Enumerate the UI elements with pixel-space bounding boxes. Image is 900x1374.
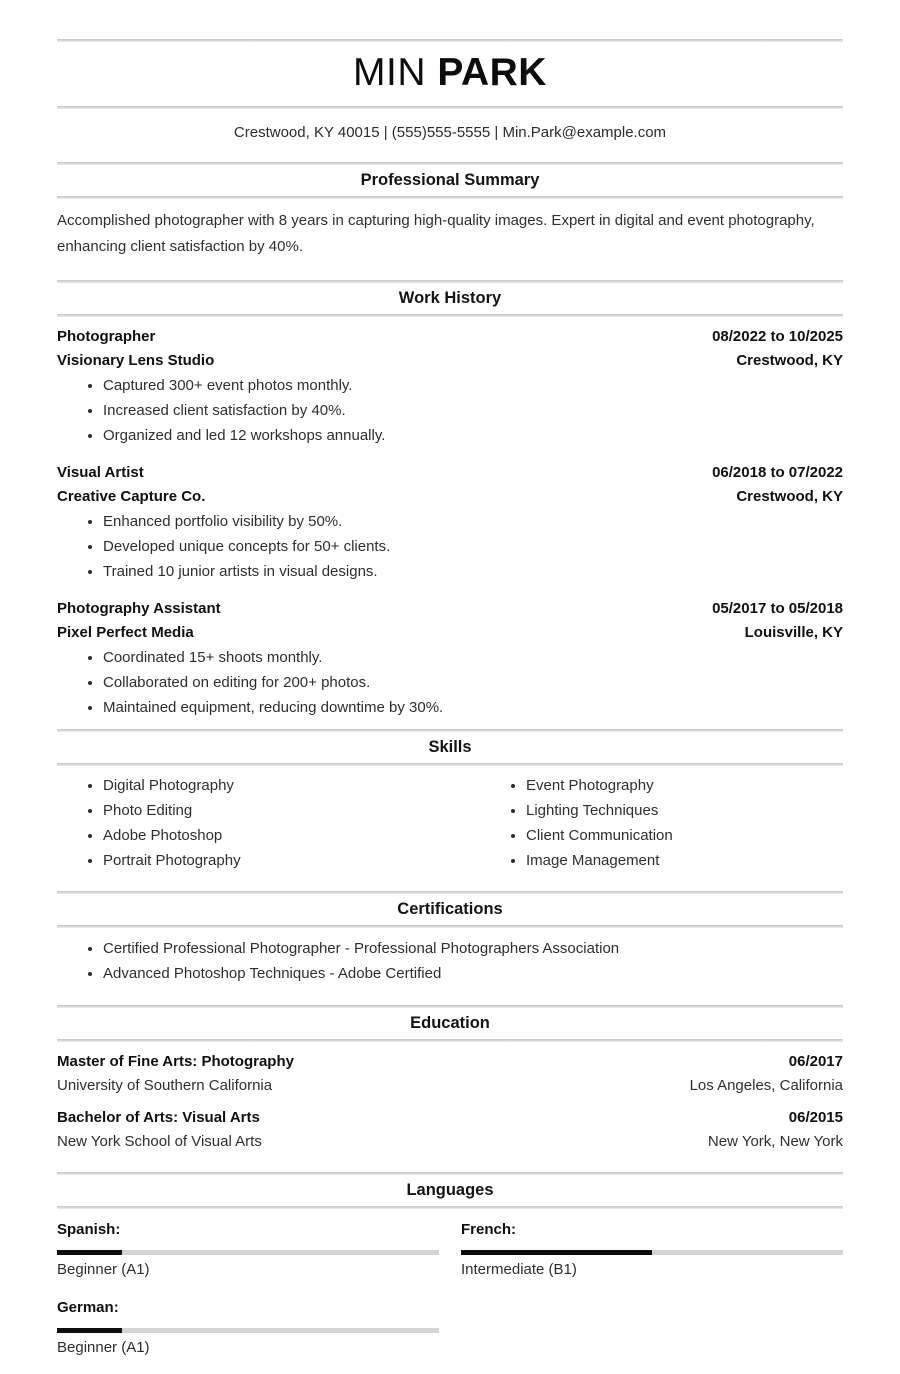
- skill-item: • Lighting Techniques: [526, 798, 843, 823]
- job-bullet: • Developed unique concepts for 50+ clients.: [103, 534, 843, 559]
- skill-item: • Digital Photography: [103, 773, 480, 798]
- job-entry: [57, 317, 843, 453]
- language-name: Spanish:: [57, 1220, 121, 1238]
- certification-list: [57, 928, 843, 1001]
- language-bar-track: [57, 1328, 439, 1333]
- section-title-education: Education: [410, 1013, 490, 1032]
- section-header-certifications: [57, 891, 843, 928]
- certification-item: • Certified Professional Photographer - Professional Photographers Association: [103, 936, 843, 961]
- job-bullet-list: [57, 509, 843, 584]
- last-name: PARK: [437, 51, 547, 94]
- education-school: University of Southern California: [57, 1076, 273, 1094]
- section-header-languages: [57, 1172, 843, 1209]
- skill-item: • Image Management: [526, 848, 843, 873]
- education-degree-row: [57, 1050, 843, 1074]
- language-entry: [461, 1218, 843, 1281]
- skill-item: • Portrait Photography: [103, 848, 480, 873]
- job-title-row: [57, 325, 843, 349]
- language-bar-fill: [57, 1328, 122, 1333]
- education-entries: [57, 1042, 843, 1168]
- section-title-work: Work History: [398, 288, 502, 307]
- language-bar-track: [57, 1250, 439, 1255]
- job-dates: 05/2017 to 05/2018: [712, 599, 843, 617]
- skills-columns: [57, 766, 843, 887]
- job-dates: 06/2018 to 07/2022: [712, 463, 843, 481]
- job-role: Photography Assistant: [57, 599, 221, 617]
- job-company: Pixel Perfect Media: [57, 623, 194, 641]
- skill-item: • Photo Editing: [103, 798, 480, 823]
- job-bullet: • Collaborated on editing for 200+ photos.: [103, 670, 843, 695]
- job-title-row: [57, 461, 843, 485]
- education-date: 06/2015: [788, 1108, 843, 1126]
- language-bar-track: [461, 1250, 843, 1255]
- education-entry: [57, 1098, 843, 1154]
- section-header-summary: [57, 162, 843, 199]
- job-bullet: • Coordinated 15+ shoots monthly.: [103, 645, 843, 670]
- job-bullet-list: [57, 373, 843, 448]
- education-school: New York School of Visual Arts: [57, 1132, 262, 1150]
- certification-item: • Advanced Photoshop Techniques - Adobe Certified: [103, 961, 843, 986]
- language-entry: [57, 1218, 439, 1281]
- section-header-work: [57, 280, 843, 317]
- language-bar-fill: [461, 1250, 652, 1255]
- job-role: Photographer: [57, 327, 156, 345]
- job-company: Creative Capture Co.: [57, 487, 206, 505]
- section-title-certifications: Certifications: [397, 899, 503, 918]
- language-level: Beginner (A1): [57, 1260, 150, 1278]
- job-bullet: • Captured 300+ event photos monthly.: [103, 373, 843, 398]
- job-entry: [57, 453, 843, 589]
- job-location: Crestwood, KY: [736, 487, 843, 505]
- education-school-row: [57, 1130, 843, 1154]
- education-entry: [57, 1042, 843, 1098]
- job-title-row: [57, 597, 843, 621]
- job-bullet: • Maintained equipment, reducing downtime by 30%.: [103, 695, 843, 720]
- job-bullet: • Increased client satisfaction by 40%.: [103, 398, 843, 423]
- skill-item: • Adobe Photoshop: [103, 823, 480, 848]
- section-header-skills: [57, 729, 843, 766]
- name-heading: [57, 42, 843, 106]
- education-degree: Bachelor of Arts: Visual Arts: [57, 1108, 260, 1126]
- job-role: Visual Artist: [57, 463, 144, 481]
- job-company-row: [57, 485, 843, 509]
- language-bar-fill: [57, 1250, 122, 1255]
- section-title-skills: Skills: [428, 737, 472, 756]
- job-bullet: • Trained 10 junior artists in visual designs.: [103, 559, 843, 584]
- language-level: Intermediate (B1): [461, 1260, 577, 1278]
- language-name: German:: [57, 1298, 119, 1316]
- section-title-languages: Languages: [406, 1180, 494, 1199]
- contact-line: Crestwood, KY 40015 | (555)555-5555 | Min.Park@example.com: [233, 123, 667, 141]
- job-company-row: [57, 349, 843, 373]
- job-company: Visionary Lens Studio: [57, 351, 215, 369]
- section-title-summary: Professional Summary: [360, 170, 540, 189]
- first-name: MIN: [353, 51, 427, 94]
- job-bullet: • Enhanced portfolio visibility by 50%.: [103, 509, 843, 534]
- job-bullet-list: [57, 645, 843, 720]
- skill-item: • Event Photography: [526, 773, 843, 798]
- job-location: Crestwood, KY: [736, 351, 843, 369]
- job-company-row: [57, 621, 843, 645]
- skills-column-left: [57, 773, 480, 873]
- education-degree: Master of Fine Arts: Photography: [57, 1052, 294, 1070]
- education-location: Los Angeles, California: [689, 1076, 843, 1094]
- job-dates: 08/2022 to 10/2025: [712, 327, 843, 345]
- section-header-education: [57, 1005, 843, 1042]
- summary-text: Accomplished photographer with 8 years in capturing high-quality images. Expert in digital and event photography, enhancing client satisfaction by 40%.: [57, 211, 815, 255]
- job-bullet: • Organized and led 12 workshops annually.: [103, 423, 843, 448]
- job-location: Louisville, KY: [744, 623, 843, 641]
- job-entry: [57, 589, 843, 725]
- education-school-row: [57, 1074, 843, 1098]
- language-name: French:: [461, 1220, 517, 1238]
- language-level: Beginner (A1): [57, 1338, 150, 1356]
- language-entry: [57, 1296, 439, 1359]
- education-location: New York, New York: [707, 1132, 843, 1150]
- education-date: 06/2017: [788, 1052, 843, 1070]
- skills-column-right: [480, 773, 843, 873]
- languages-grid: [57, 1209, 843, 1374]
- skill-item: • Client Communication: [526, 823, 843, 848]
- education-degree-row: [57, 1106, 843, 1130]
